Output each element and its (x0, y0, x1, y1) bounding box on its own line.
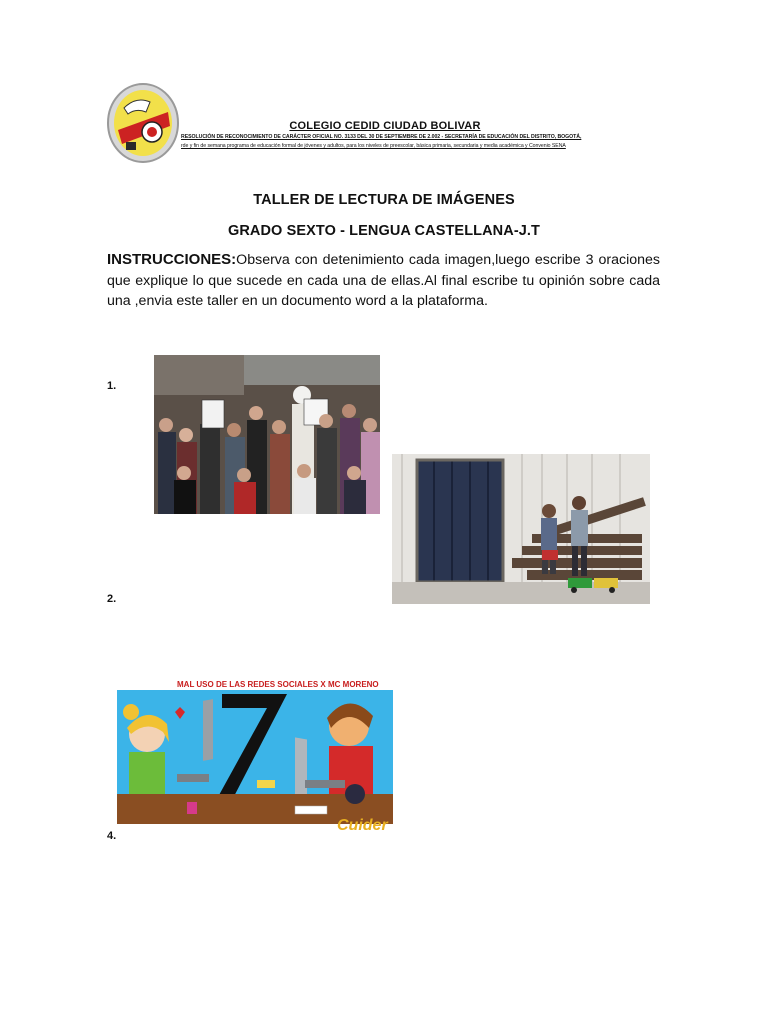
item-number-2: 2. (107, 593, 117, 605)
item-number-1: 1. (107, 380, 117, 392)
item-number-4: 4. (107, 830, 117, 842)
cartoon-logo-text: Cuider (337, 817, 388, 834)
school-crest-logo (106, 82, 180, 164)
cartoon-caption: MAL USO DE LAS REDES SOCIALES X MC MORENO (177, 680, 379, 689)
instructions-label: INSTRUCCIONES: (107, 251, 237, 268)
protest-crowd-photo (154, 355, 380, 514)
programs-line: rde y fin de semana programa de educación formal de jóvenes y adultos, para los niveles de preescolar, básica primaria, secundaria y media académica y Convenio SENA (181, 143, 566, 149)
worksheet-title: TALLER DE LECTURA DE IMÁGENES (253, 192, 515, 208)
school-name: COLEGIO CEDID CIUDAD BOLIVAR (289, 120, 481, 132)
instructions-paragraph (107, 250, 660, 312)
children-playing-photo (392, 454, 650, 604)
worksheet-subtitle: GRADO SEXTO - LENGUA CASTELLANA-J.T (227, 223, 541, 239)
social-media-cartoon (117, 676, 393, 840)
instructions-text: Observa con detenimiento cada imagen,luego escribe 3 oraciones que explique lo que sucede en cada una de ellas.Al final escribe tu opinión sobre cada una ,envia este taller en un documento word a la plataforma. (107, 252, 660, 309)
resolution-line: RESOLUCIÓN DE RECONOCIMIENTO DE CARÁCTER OFICIAL NO. 3133 DEL 30 DE SEPTIEMBRE DE 2.002 - SECRETARÍA DE EDUCACIÓN DEL DISTRITO, BOGOTÁ, (181, 134, 582, 140)
